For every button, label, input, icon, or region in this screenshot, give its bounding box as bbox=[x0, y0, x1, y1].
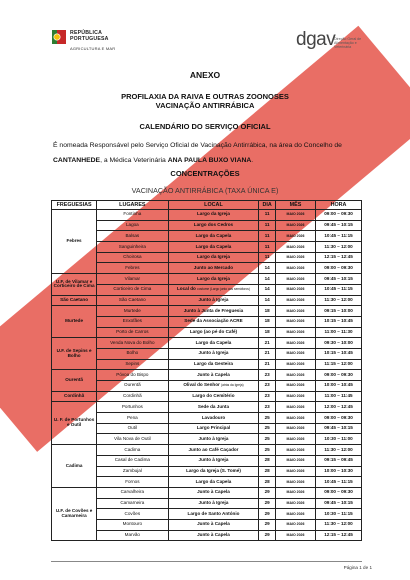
header-mes: MÊS bbox=[275, 201, 315, 210]
lugar-cell: Outil bbox=[97, 423, 168, 434]
local-text: Largo dos Cedros bbox=[193, 222, 234, 228]
table-row bbox=[52, 252, 362, 263]
republic-emblem-icon bbox=[52, 30, 66, 44]
local-cell bbox=[168, 359, 259, 370]
vet-name: ANA PAULA BUXO VIANA bbox=[167, 157, 252, 164]
local-text: Largo da Capela bbox=[195, 232, 232, 238]
local-text: Junto ao Café Caçador bbox=[188, 446, 239, 452]
dia-cell: 29 bbox=[259, 519, 276, 530]
mes-cell: MAIO 2026 bbox=[275, 231, 315, 242]
lugar-cell: Lagoa bbox=[97, 220, 168, 231]
lugar-cell: Febres bbox=[97, 263, 168, 274]
local-text: Largo da Igreja bbox=[196, 254, 230, 260]
local-cell bbox=[168, 220, 259, 231]
header-hora: HORA bbox=[316, 201, 362, 210]
table-row bbox=[52, 381, 362, 392]
local-cell bbox=[168, 391, 259, 402]
mes-cell: MAIO 2026 bbox=[275, 316, 315, 327]
table-row bbox=[52, 231, 362, 242]
mes-cell: MAIO 2026 bbox=[275, 477, 315, 488]
local-cell bbox=[168, 284, 259, 295]
hora-cell: 09:45 – 10:15 bbox=[316, 220, 362, 231]
lugar-cell: Sepins bbox=[97, 359, 168, 370]
freguesia-cell: U.F. de Vilamar e Corticeiro de Cima bbox=[52, 274, 97, 295]
dia-cell: 21 bbox=[259, 338, 276, 349]
table-row bbox=[52, 434, 362, 445]
hora-cell: 12:00 – 12:45 bbox=[316, 402, 362, 413]
lugar-cell: Montouro bbox=[97, 519, 168, 530]
lugar-cell: Marvão bbox=[97, 530, 168, 541]
local-text: Junto à Junta de Freguesia bbox=[183, 307, 244, 313]
lugar-cell: Vilamar bbox=[97, 274, 168, 285]
local-text: Largo da Igreja bbox=[196, 275, 230, 281]
local-cell bbox=[168, 498, 259, 509]
dia-cell: 21 bbox=[259, 348, 276, 359]
dia-cell: 18 bbox=[259, 306, 276, 317]
mes-cell: MAIO 2026 bbox=[275, 519, 315, 530]
anexo-title: ANEXO bbox=[189, 70, 221, 80]
dia-cell: 18 bbox=[259, 316, 276, 327]
vacinacao-taxa-title: VACINAÇÃO ANTIRRÁBICA (TAXA ÚNICA E) bbox=[131, 186, 279, 195]
local-cell bbox=[168, 295, 259, 306]
local-text: Local do bbox=[176, 286, 196, 292]
mes-cell: MAIO 2026 bbox=[275, 370, 315, 381]
mes-cell: MAIO 2026 bbox=[275, 210, 315, 221]
dia-cell: 25 bbox=[259, 413, 276, 424]
local-cell bbox=[168, 242, 259, 253]
table-row bbox=[52, 445, 362, 456]
local-cell bbox=[168, 338, 259, 349]
header-dia: DIA bbox=[259, 201, 276, 210]
vacinacao-title: VACINAÇÃO ANTIRRÁBICA bbox=[155, 101, 255, 110]
table-row bbox=[52, 370, 362, 381]
profilaxia-title: PROFILAXIA DA RAIVA E OUTRAS ZOONOSES bbox=[121, 92, 289, 101]
lugar-cell: Portunhos bbox=[97, 402, 168, 413]
lugar-cell: Camarneira bbox=[97, 498, 168, 509]
dia-cell: 11 bbox=[259, 242, 276, 253]
table-row bbox=[52, 284, 362, 295]
local-cell bbox=[168, 519, 259, 530]
table-row bbox=[52, 348, 362, 359]
hora-cell: 12:15 – 12:45 bbox=[316, 252, 362, 263]
local-cell bbox=[168, 316, 259, 327]
dia-cell: 28 bbox=[259, 455, 276, 466]
mes-cell: MAIO 2026 bbox=[275, 263, 315, 274]
hora-cell: 09:00 – 09:30 bbox=[316, 413, 362, 424]
dia-cell: 25 bbox=[259, 434, 276, 445]
local-note: (atrás da Igreja) bbox=[221, 383, 244, 388]
mes-cell: MAIO 2026 bbox=[275, 445, 315, 456]
table-row bbox=[52, 530, 362, 541]
header-local: LOCAL bbox=[168, 201, 259, 210]
hora-cell: 10:30 – 11:15 bbox=[316, 509, 362, 520]
lugar-cell: Porto de Carros bbox=[97, 327, 168, 338]
dia-cell: 11 bbox=[259, 220, 276, 231]
table-row bbox=[52, 391, 362, 402]
mes-cell: MAIO 2026 bbox=[275, 348, 315, 359]
local-cell bbox=[168, 509, 259, 520]
table-row bbox=[52, 455, 362, 466]
dia-cell: 11 bbox=[259, 231, 276, 242]
mes-cell: MAIO 2026 bbox=[275, 509, 315, 520]
hora-cell: 10:15 – 10:45 bbox=[316, 348, 362, 359]
mes-cell: MAIO 2026 bbox=[275, 466, 315, 477]
hora-cell: 09:45 – 10:15 bbox=[316, 274, 362, 285]
lugar-cell: Póvoa do Bispo bbox=[97, 370, 168, 381]
table-row bbox=[52, 487, 362, 498]
hora-cell: 09:45 – 10:15 bbox=[316, 423, 362, 434]
lugar-cell: Carvalheira bbox=[97, 487, 168, 498]
dgav-subtitle: Direção Geral de Alimentação e Veterinária bbox=[334, 37, 362, 49]
lugar-cell: Vila Nova de Outil bbox=[97, 434, 168, 445]
hora-cell: 10:30 – 11:00 bbox=[316, 434, 362, 445]
mes-cell: MAIO 2026 bbox=[275, 455, 315, 466]
mes-cell: MAIO 2026 bbox=[275, 274, 315, 285]
local-text: Sede da Junta bbox=[197, 403, 230, 409]
freguesia-cell: Murtede bbox=[52, 306, 97, 338]
local-cell bbox=[168, 402, 259, 413]
local-text: Junto à Igreja bbox=[198, 435, 229, 441]
mes-cell: MAIO 2026 bbox=[275, 423, 315, 434]
hora-cell: 10:45 – 11:15 bbox=[316, 284, 362, 295]
freguesia-cell: U. F. de Portunhos e Outil bbox=[52, 402, 97, 445]
concentracoes-title: CONCENTRAÇÕES bbox=[170, 169, 240, 178]
local-cell bbox=[168, 487, 259, 498]
local-text: Junto à Capela bbox=[197, 521, 230, 527]
table-row bbox=[52, 413, 362, 424]
lugar-cell: Fornos bbox=[97, 477, 168, 488]
mes-cell: MAIO 2026 bbox=[275, 306, 315, 317]
responsible-line-2 bbox=[53, 156, 373, 165]
local-text: Lavadouro bbox=[201, 414, 226, 420]
dia-cell: 28 bbox=[259, 466, 276, 477]
local-text: Largo (ao pé do Café) bbox=[189, 329, 238, 334]
table-row bbox=[52, 402, 362, 413]
local-text: Junto à Capela bbox=[197, 532, 230, 538]
header-lugares: LUGARES bbox=[97, 201, 168, 210]
county-name: CANTANHEDE bbox=[53, 157, 101, 164]
table-row bbox=[52, 359, 362, 370]
local-note: costume (Largo junto aos semáforos) bbox=[197, 287, 250, 292]
hora-cell: 09:15 – 09:45 bbox=[316, 455, 362, 466]
local-cell bbox=[168, 306, 259, 317]
hora-cell: 11:15 – 12:00 bbox=[316, 359, 362, 370]
responsible-line-1: É nomeada Responsável pelo Serviço Oficial de Vacinação Antirrábica, na área do Concelho de bbox=[53, 142, 342, 149]
hora-cell: 09:00 – 09:30 bbox=[316, 370, 362, 381]
local-cell bbox=[168, 530, 259, 541]
dgav-logo bbox=[296, 30, 364, 49]
mes-cell: MAIO 2026 bbox=[275, 381, 315, 392]
local-cell bbox=[168, 274, 259, 285]
local-cell bbox=[168, 370, 259, 381]
footer-divider bbox=[51, 561, 362, 562]
freguesia-cell: U.F. de Covões e Camarneira bbox=[52, 487, 97, 540]
dia-cell: 29 bbox=[259, 509, 276, 520]
table-row bbox=[52, 477, 362, 488]
local-text: Largo da Igreja bbox=[196, 211, 230, 217]
table-row bbox=[52, 519, 362, 530]
local-cell bbox=[168, 231, 259, 242]
freguesia-cell: Cordinhã bbox=[52, 391, 97, 402]
line-end: . bbox=[251, 157, 254, 164]
hora-cell: 10:45 – 11:15 bbox=[316, 231, 362, 242]
table-row bbox=[52, 498, 362, 509]
hora-cell: 11:30 – 12:00 bbox=[316, 519, 362, 530]
hora-cell: 09:00 – 09:30 bbox=[316, 487, 362, 498]
dia-cell: 29 bbox=[259, 487, 276, 498]
dia-cell: 14 bbox=[259, 284, 276, 295]
hora-cell: 10:00 – 10:45 bbox=[316, 381, 362, 392]
republic-line-1: REPÚBLICA bbox=[70, 30, 103, 36]
table-row bbox=[52, 263, 362, 274]
table-row bbox=[52, 338, 362, 349]
calendar-title: CALENDÁRIO DO SERVIÇO OFICIAL bbox=[139, 122, 271, 131]
local-text: Junto à Capela bbox=[197, 489, 230, 495]
dia-cell: 23 bbox=[259, 370, 276, 381]
mes-cell: MAIO 2026 bbox=[275, 434, 315, 445]
lugar-cell: Fontinha bbox=[97, 210, 168, 221]
mes-cell: MAIO 2026 bbox=[275, 359, 315, 370]
mes-cell: MAIO 2026 bbox=[275, 391, 315, 402]
mes-cell: MAIO 2026 bbox=[275, 402, 315, 413]
header-freguesias: FREGUESIAS bbox=[52, 201, 97, 210]
hora-cell: 09:45 – 10:15 bbox=[316, 498, 362, 509]
mes-cell: MAIO 2026 bbox=[275, 487, 315, 498]
mes-cell: MAIO 2026 bbox=[275, 220, 315, 231]
local-cell bbox=[168, 327, 259, 338]
dia-cell: 29 bbox=[259, 498, 276, 509]
dia-cell: 18 bbox=[259, 327, 276, 338]
hora-cell: 11:30 – 12:00 bbox=[316, 242, 362, 253]
freguesia-cell: Febres bbox=[52, 210, 97, 274]
lugar-cell: Zambujal bbox=[97, 466, 168, 477]
local-text: Junto à Igreja bbox=[198, 350, 229, 356]
lugar-cell: Casal de Cadima bbox=[97, 455, 168, 466]
lugar-cell: Covões bbox=[97, 509, 168, 520]
dia-cell: 14 bbox=[259, 295, 276, 306]
lugar-cell: Cordinhã bbox=[97, 391, 168, 402]
table-row bbox=[52, 220, 362, 231]
mes-cell: MAIO 2026 bbox=[275, 327, 315, 338]
local-text: Junto à Igreja bbox=[198, 500, 229, 505]
local-text: Junto à Igreja bbox=[198, 296, 229, 302]
table-row bbox=[52, 295, 362, 306]
local-text: Junto à Capela bbox=[197, 371, 230, 377]
page-number: Página 1 de 1 bbox=[343, 565, 372, 570]
freguesia-cell: U.F. de Sepins e Bolho bbox=[52, 338, 97, 370]
local-text: Largo da Capela bbox=[195, 243, 232, 249]
table-row bbox=[52, 210, 362, 221]
local-text: Largo da Gesteira bbox=[193, 361, 233, 367]
freguesia-cell: Cadima bbox=[52, 445, 97, 488]
hora-cell: 12:15 – 12:45 bbox=[316, 530, 362, 541]
freguesia-cell: São Caetano bbox=[52, 295, 97, 306]
dia-cell: 23 bbox=[259, 402, 276, 413]
hora-cell: 10:15 – 10:45 bbox=[316, 316, 362, 327]
table-row bbox=[52, 242, 362, 253]
dia-cell: 14 bbox=[259, 274, 276, 285]
lugar-cell: Pena bbox=[97, 413, 168, 424]
local-text: Largo do Cemitério bbox=[192, 393, 235, 399]
local-text: Sede da Associação ACRE bbox=[184, 318, 243, 324]
table-header-row bbox=[52, 201, 362, 210]
mes-cell: MAIO 2026 bbox=[275, 295, 315, 306]
lugar-cell: Murtede bbox=[97, 306, 168, 317]
hora-cell: 11:00 – 11:30 bbox=[316, 327, 362, 338]
table-row bbox=[52, 306, 362, 317]
dia-cell: 23 bbox=[259, 391, 276, 402]
vet-intro: , a Médica Veterinária bbox=[100, 157, 168, 164]
mes-cell: MAIO 2026 bbox=[275, 284, 315, 295]
table-row bbox=[52, 274, 362, 285]
lugar-cell: Cadima bbox=[97, 445, 168, 456]
local-text: Largo Principal bbox=[196, 425, 231, 431]
dia-cell: 23 bbox=[259, 381, 276, 392]
local-text: Largo da Capela bbox=[195, 339, 232, 345]
hora-cell: 09:15 – 10:00 bbox=[316, 306, 362, 317]
ministry-label: AGRICULTURA E MAR bbox=[70, 46, 116, 51]
lugar-cell: Sanguinheira bbox=[97, 242, 168, 253]
local-text: Largo da Igreja (S. Tomé) bbox=[186, 467, 241, 473]
lugar-cell: Venda Nova do Bolho bbox=[97, 338, 168, 349]
local-cell bbox=[168, 434, 259, 445]
hora-cell: 09:30 – 10:00 bbox=[316, 338, 362, 349]
hora-cell: 10:45 – 11:15 bbox=[316, 477, 362, 488]
republica-logo bbox=[52, 30, 115, 52]
hora-cell: 11:30 – 12:00 bbox=[316, 295, 362, 306]
republic-line-2: PORTUGUESA bbox=[70, 36, 109, 42]
local-text: Olival do Senhor bbox=[183, 382, 220, 388]
dia-cell: 25 bbox=[259, 445, 276, 456]
table-row bbox=[52, 327, 362, 338]
local-text: Largo de Santo António bbox=[187, 510, 240, 516]
hora-cell: 09:00 – 09:30 bbox=[316, 263, 362, 274]
mes-cell: MAIO 2026 bbox=[275, 338, 315, 349]
local-text: Junto ao Mercado bbox=[193, 264, 234, 270]
lugar-cell: Choirosa bbox=[97, 252, 168, 263]
lugar-cell: Enxofães bbox=[97, 316, 168, 327]
mes-cell: MAIO 2026 bbox=[275, 413, 315, 424]
hora-cell: 09:00 – 09:30 bbox=[316, 210, 362, 221]
local-cell bbox=[168, 466, 259, 477]
lugar-cell: Ourentã bbox=[97, 381, 168, 392]
lugar-cell: São Caetano bbox=[97, 295, 168, 306]
dgav-wordmark: dgav bbox=[296, 29, 336, 50]
local-cell bbox=[168, 445, 259, 456]
dia-cell: 11 bbox=[259, 252, 276, 263]
lugar-cell: Bolho bbox=[97, 348, 168, 359]
mes-cell: MAIO 2026 bbox=[275, 242, 315, 253]
local-text: Junto à Igreja bbox=[198, 457, 229, 463]
freguesia-cell: Ourentã bbox=[52, 370, 97, 391]
mes-cell: MAIO 2026 bbox=[275, 498, 315, 509]
local-cell bbox=[168, 348, 259, 359]
lugar-cell: Corticeiro de Cima bbox=[97, 284, 168, 295]
local-cell bbox=[168, 252, 259, 263]
table-row bbox=[52, 423, 362, 434]
hora-cell: 10:00 – 10:30 bbox=[316, 466, 362, 477]
table-row bbox=[52, 316, 362, 327]
mes-cell: MAIO 2026 bbox=[275, 530, 315, 541]
hora-cell: 11:00 – 11:45 bbox=[316, 391, 362, 402]
local-cell bbox=[168, 477, 259, 488]
dia-cell: 14 bbox=[259, 263, 276, 274]
schedule-table bbox=[51, 200, 362, 541]
dia-cell: 28 bbox=[259, 477, 276, 488]
local-text: Largo da Capela bbox=[195, 478, 232, 484]
table-row bbox=[52, 509, 362, 520]
dia-cell: 11 bbox=[259, 210, 276, 221]
local-cell bbox=[168, 263, 259, 274]
local-cell bbox=[168, 210, 259, 221]
mes-cell: MAIO 2026 bbox=[275, 252, 315, 263]
local-cell bbox=[168, 413, 259, 424]
table-row bbox=[52, 466, 362, 477]
schedule-body bbox=[52, 210, 362, 541]
dia-cell: 25 bbox=[259, 423, 276, 434]
local-cell bbox=[168, 423, 259, 434]
local-cell bbox=[168, 455, 259, 466]
hora-cell: 11:30 – 12:00 bbox=[316, 445, 362, 456]
dia-cell: 21 bbox=[259, 359, 276, 370]
lugar-cell: Balsas bbox=[97, 231, 168, 242]
local-cell bbox=[168, 381, 259, 392]
dia-cell: 29 bbox=[259, 530, 276, 541]
